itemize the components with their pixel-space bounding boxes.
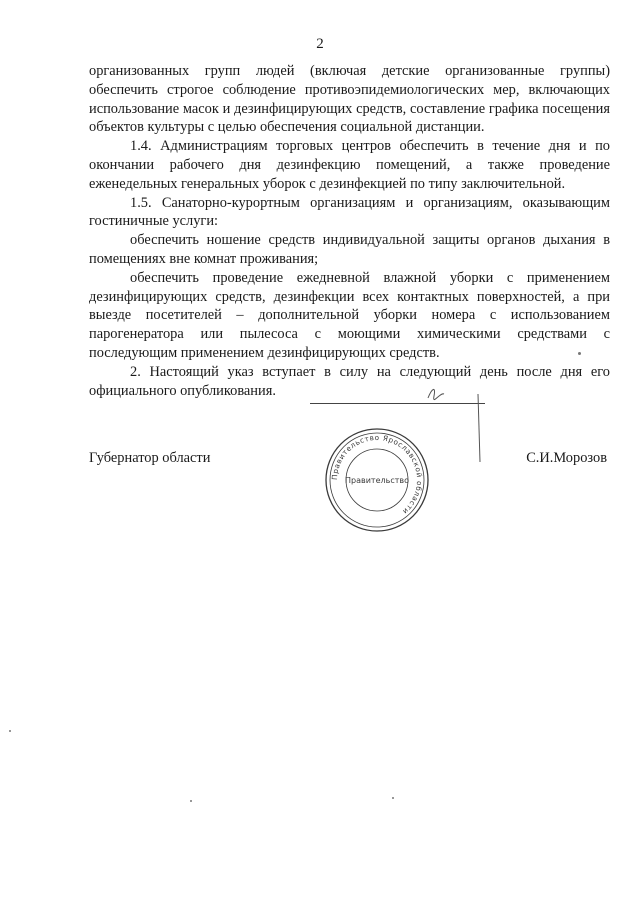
- document-body: [89, 62, 610, 400]
- paragraph-clause-1-5-item-1: обеспечить ношение средств индивидуальной защиты органов дыхания в помещениях вне комнат проживания;: [89, 232, 610, 267]
- scan-speck: [190, 800, 192, 802]
- paragraph-continuation: организованных групп людей (включая детские организованные группы) обеспечить строгое соблюдение противоэпидемиологических мер, включающих использование масок и дезинфицирующих средств, составление графика посещения объектов культуры с целью обеспечения социальной дистанции.: [89, 63, 610, 136]
- governor-name: С.И.Морозов: [526, 450, 607, 466]
- scan-speck: [578, 352, 581, 355]
- paragraph-clause-1-5: 1.5. Санаторно-курортным организациям и организациям, оказывающим гостиничные услуги:: [89, 194, 610, 230]
- scan-speck: [392, 797, 394, 799]
- governor-title: Губернатор области: [89, 450, 211, 466]
- official-seal: [322, 425, 432, 535]
- svg-text:Правительство Ярославской обла: Правительство Ярославской области: [329, 432, 425, 517]
- paragraph-clause-1-5-item-2: обеспечить проведение ежедневной влажной уборки с применением дезинфицирующих средств, дезинфекции всех контактных поверхностей, а при выезде посетителей – дополнительной уборки номера с использованием парогенератора или пылесоса с моющими химическими средствами с последующим применением дезинфицирующих средств.: [89, 269, 610, 361]
- seal-center-text: Правительство: [345, 476, 409, 485]
- page-number: 2: [316, 36, 324, 52]
- paragraph-clause-2: 2. Настоящий указ вступает в силу на следующий день после дня его официального опубликования.: [89, 363, 610, 399]
- paragraph-clause-1-4: 1.4. Администрациям торговых центров обеспечить в течение дня и по окончании рабочего дня дезинфекцию помещений, а также проведение еженедельных генеральных уборок с дезинфекцией по типу заключительной.: [89, 138, 610, 192]
- scan-speck: [9, 730, 11, 732]
